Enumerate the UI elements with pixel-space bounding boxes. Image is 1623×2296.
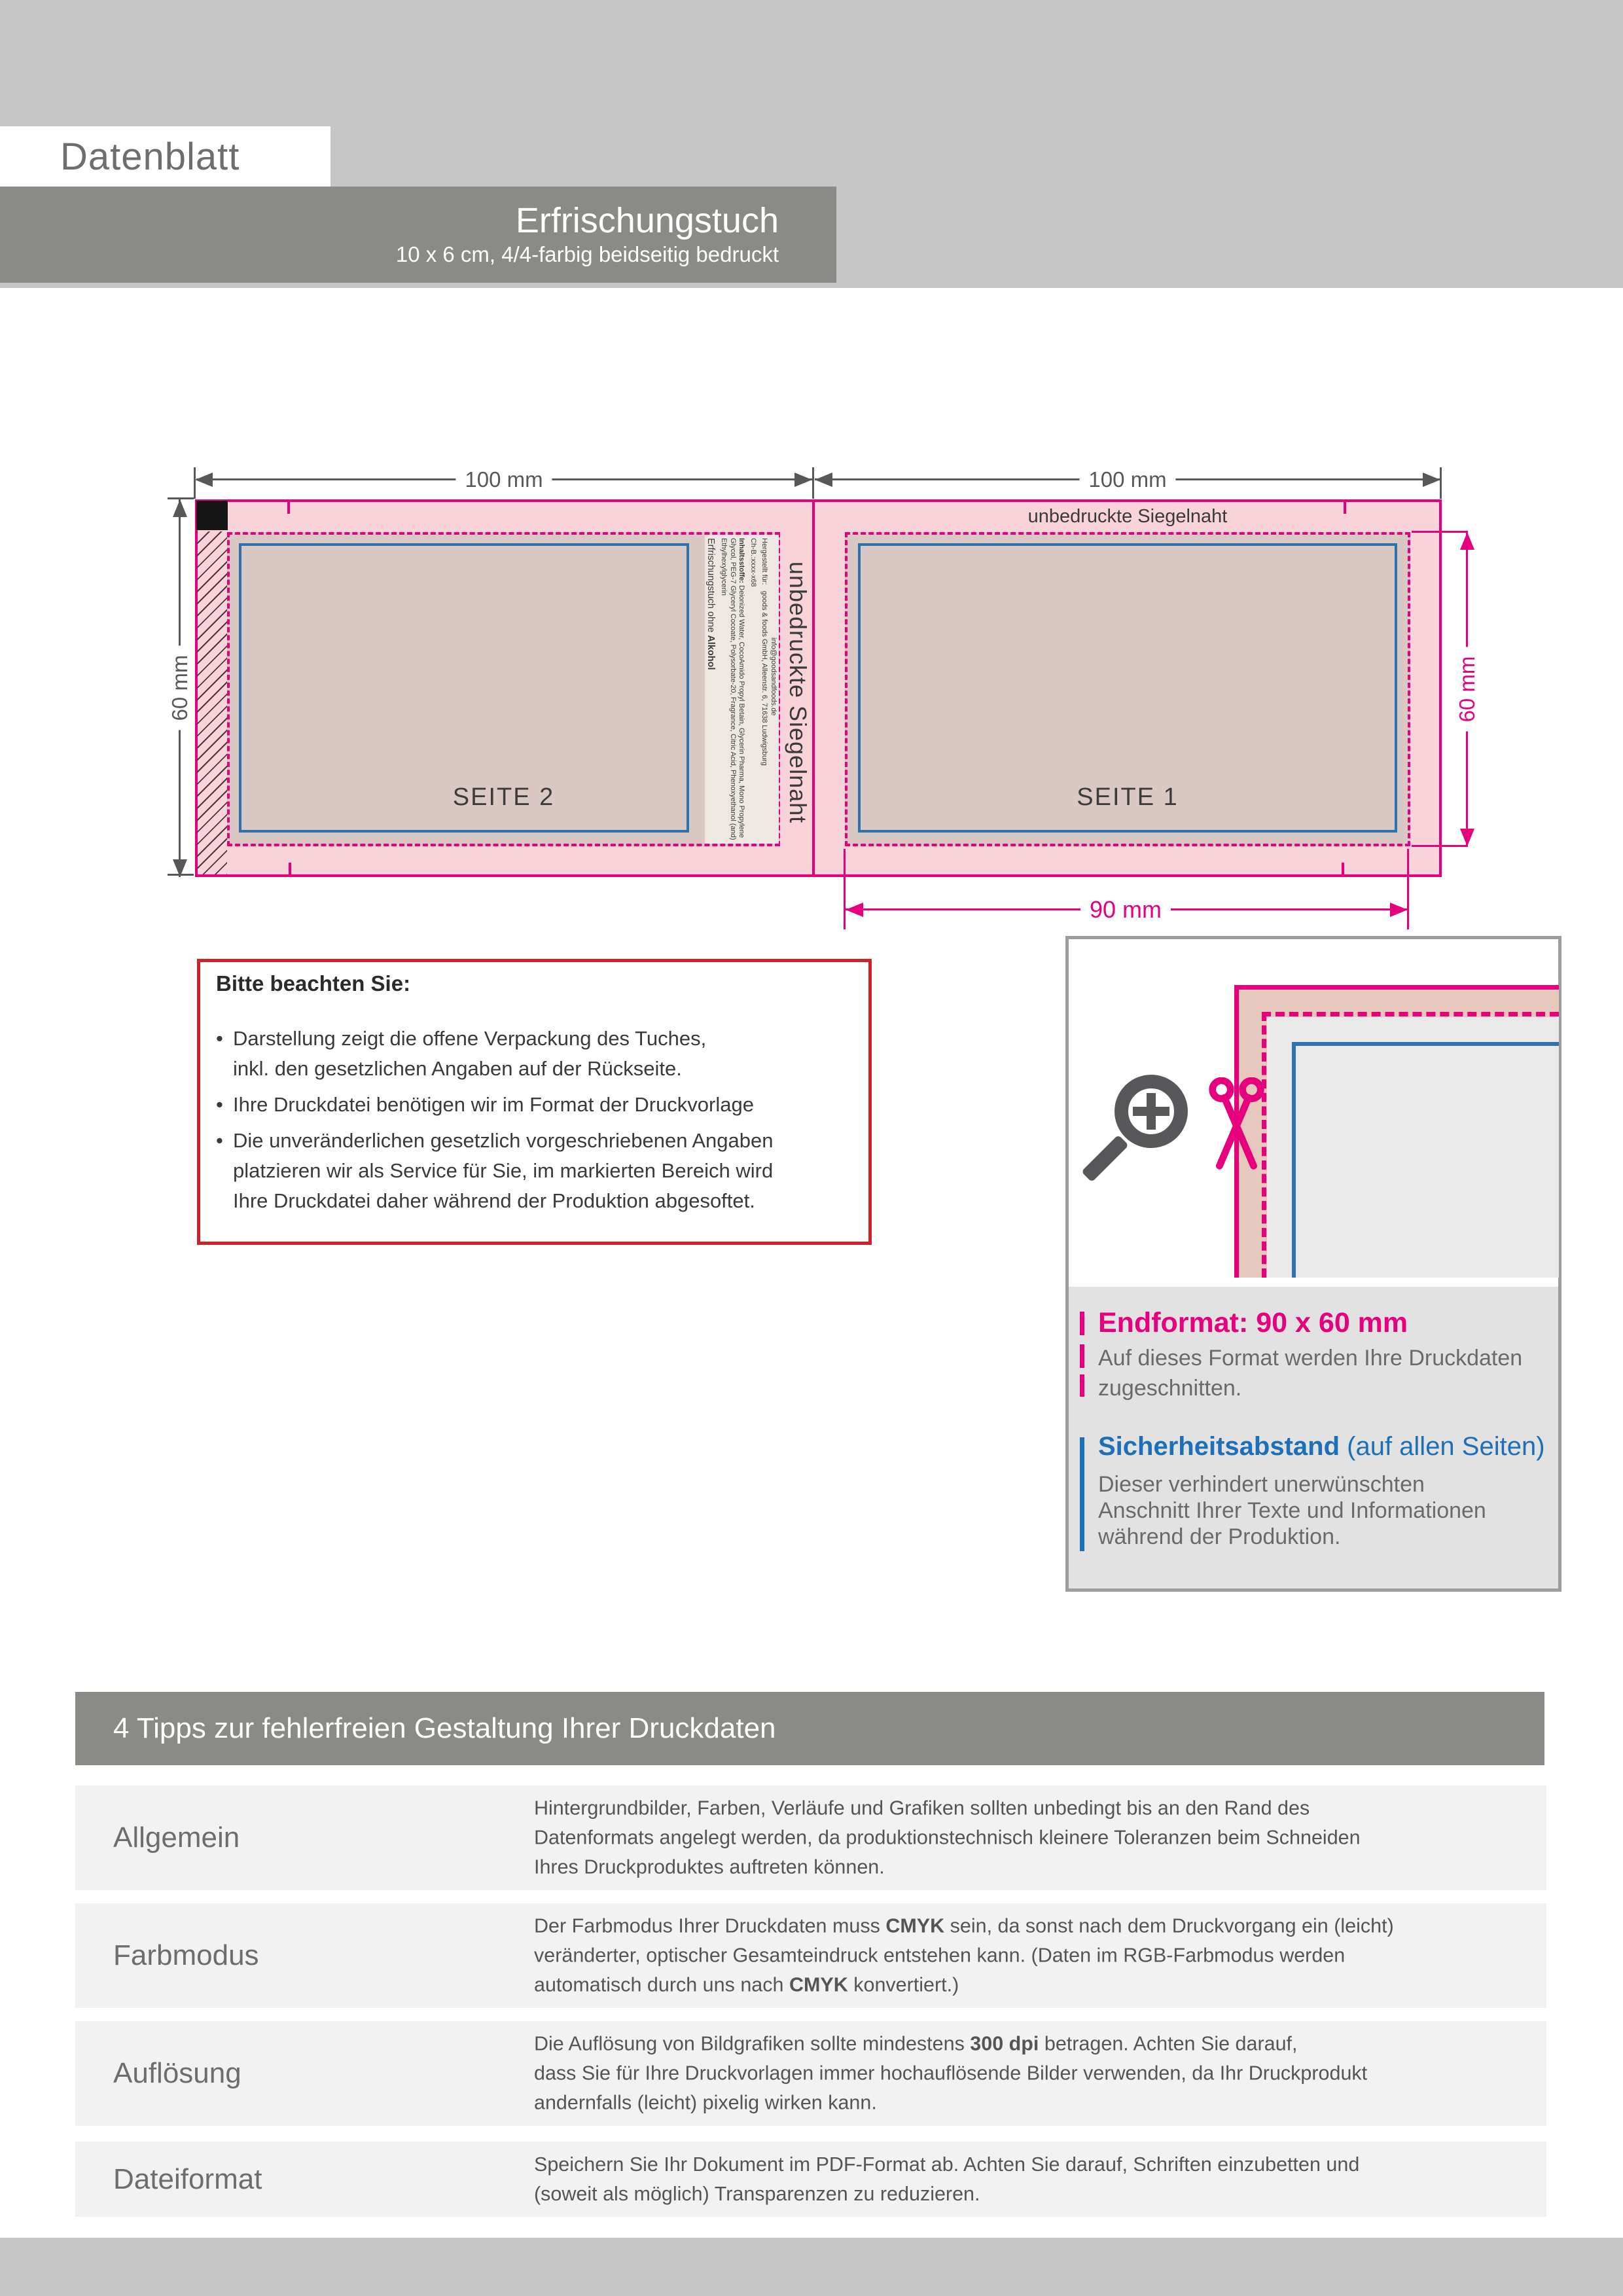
legal-text: info@goodsandfoods.de Hergestellt für: goods & foods GmbH, Alleenstr. 6, 71638 Ludwigsburg Ch-B.:xxxx-x68 Inhaltsstoffe: Deionized Water, CocoAmido Propyl Betain, Glycerin Pharma, Mono Propylene Glycol, PEG-7 Glyceryl Cocoate, Polysorbate-20, Fragrance, Citric Acid, Phenoxyethanol (and) Ethylhexylglycerin Erfrischungstuch ohne Alkohol xyxy=(705,538,777,840)
tip-row-text: Die Auflösung von Bildgrafiken sollte mindestens 300 dpi betragen. Achten Sie darauf, dass Sie für Ihre Druckvorlagen immer hochauflösende Bilder verwenden, da Ihr Druckprodukt andernfalls (leicht) pixelig wirken kann. xyxy=(534,2032,1368,2114)
tip-row-farbmodus xyxy=(75,1903,1546,2008)
dim-100mm-left: 100 mm xyxy=(455,466,552,493)
dim-90mm: 90 mm xyxy=(1080,895,1171,925)
arrowhead-icon xyxy=(173,499,187,517)
product-title: Erfrischungstuch xyxy=(515,200,779,240)
glue-seam-hatching xyxy=(196,531,227,874)
registration-mark xyxy=(196,501,228,530)
arrowhead-icon xyxy=(1390,903,1408,917)
notch-mark xyxy=(1342,863,1344,877)
tip-row-label: Farbmodus xyxy=(113,1939,259,1971)
safety-title-bold: Sicherheitsabstand xyxy=(1098,1432,1340,1461)
datenblatt-label: Datenblatt xyxy=(60,135,240,178)
endformat-body: Auf dieses Format werden Ihre Druckdaten zugeschnitten. xyxy=(1098,1346,1523,1401)
footer-band xyxy=(0,2238,1623,2296)
safety-bar-mark xyxy=(1080,1437,1084,1551)
dim-60mm-right: 60 mm xyxy=(1454,647,1481,732)
tips-header-band xyxy=(75,1692,1544,1765)
safety-title-suffix: (auf allen Seiten) xyxy=(1340,1432,1545,1461)
note-box xyxy=(197,959,872,1245)
endformat-dash-mark xyxy=(1080,1374,1084,1397)
notch-mark xyxy=(287,499,290,514)
endformat-dash-mark xyxy=(1080,1344,1084,1368)
note-box-title: Bitte beachten Sie: xyxy=(216,971,411,996)
tip-row-label: Auflösung xyxy=(113,2057,241,2089)
note-bullet: • Ihre Druckdatei benötigen wir im Format der Druckvorlage xyxy=(216,1093,754,1116)
zoom-icon xyxy=(1147,1093,1156,1130)
endformat-title: Endformat: 90 x 60 mm xyxy=(1098,1307,1408,1338)
arrowhead-icon xyxy=(1460,829,1474,846)
seam-fold-label: unbedruckte Siegelnaht xyxy=(785,561,812,824)
product-header-band xyxy=(0,187,836,283)
note-bullet: • Die unveränderlichen gesetzlich vorgeschriebenen Angaben platzieren wir als Service für Sie, im markierten Bereich wird Ihre Druckdatei daher während der Produktion abgesoftet. xyxy=(216,1129,774,1212)
arrowhead-icon xyxy=(815,473,832,487)
tip-row-text: Der Farbmodus Ihrer Druckdaten muss CMYK sein, da sonst nach dem Druckvorgang ein (leicht) veränderter, optischer Gesamteindruck entstehen kann. (Daten im RGB-Farbmodus werden automatisch durch uns nach CMYK konvertiert.) xyxy=(534,1914,1394,1996)
scissors-icon xyxy=(1207,1077,1268,1174)
bleed-edge-line xyxy=(1234,985,1559,990)
tip-row-text: Speichern Sie Ihr Dokument im PDF-Format ab. Achten Sie darauf, Schriften einzubetten und (soweit als möglich) Transparenzen zu reduzieren. xyxy=(534,2153,1360,2205)
page-2-label: SEITE 2 xyxy=(452,783,555,811)
note-bullets xyxy=(216,1024,853,1216)
notch-mark xyxy=(1344,499,1346,514)
dim-60mm-left: 60 mm xyxy=(166,646,194,730)
arrowhead-icon xyxy=(1460,532,1474,550)
tip-row-auflösung xyxy=(75,2021,1546,2126)
arrowhead-icon xyxy=(195,473,213,487)
datenblatt-label-box xyxy=(0,126,330,187)
endformat-dash-mark xyxy=(1080,1312,1084,1335)
tip-row-text: Hintergrundbilder, Farben, Verläufe und Grafiken sollten unbedingt bis an den Rand des Datenformats angelegt werden, da produktionstechnisch kleinere Toleranzen beim Schneiden Ihres Druckproduktes auftreten können. xyxy=(534,1797,1361,1878)
notch-mark xyxy=(289,863,291,877)
tip-row-label: Allgemein xyxy=(113,1821,240,1854)
extension-line xyxy=(1407,849,1409,929)
extension-line xyxy=(812,467,814,499)
arrowhead-icon xyxy=(173,859,187,877)
extension-line xyxy=(844,849,846,929)
dim-100mm-right: 100 mm xyxy=(1079,466,1175,493)
arrowhead-icon xyxy=(794,473,812,487)
page-1-label: SEITE 1 xyxy=(1077,783,1179,811)
seam-top-label: unbedruckte Siegelnaht xyxy=(1027,506,1228,527)
arrowhead-icon xyxy=(846,903,863,917)
safety-title xyxy=(1098,1432,1545,1462)
safety-line-illustration xyxy=(1292,1042,1559,1278)
note-bullet: • Darstellung zeigt die offene Verpackung des Tuches, inkl. den gesetzlichen Angaben auf der Rückseite. xyxy=(216,1027,707,1080)
product-subtitle: 10 x 6 cm, 4/4-farbig beidseitig bedruckt xyxy=(395,242,779,266)
fold-line xyxy=(812,499,815,877)
safety-body: Dieser verhindert unerwünschten Anschnitt Ihrer Texte und Informationen während der Produktion. xyxy=(1098,1472,1486,1549)
tip-row-label: Dateiformat xyxy=(113,2162,262,2195)
tips-title: 4 Tipps zur fehlerfreien Gestaltung Ihrer Druckdaten xyxy=(113,1712,776,1744)
tip-row-dateiformat xyxy=(75,2142,1546,2217)
tip-row-allgemein xyxy=(75,1785,1546,1890)
arrowhead-icon xyxy=(1423,473,1440,487)
